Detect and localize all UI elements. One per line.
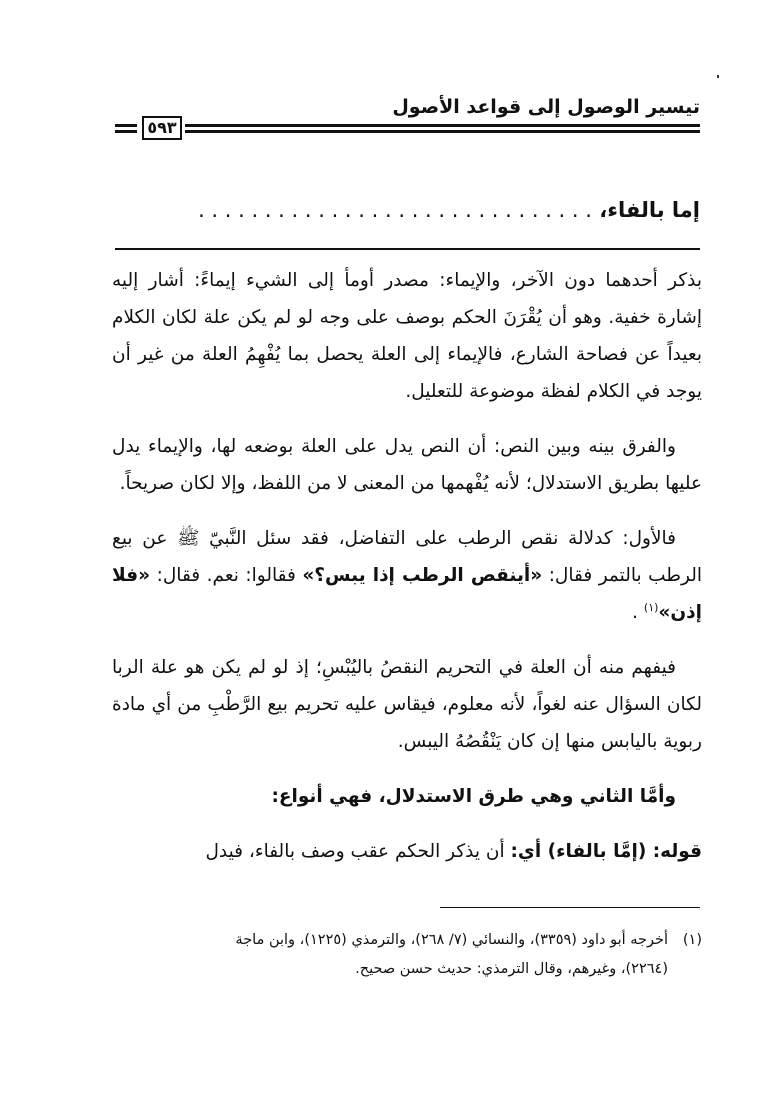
footnote-mark: (١): [682, 932, 702, 948]
footnotes: [112, 926, 702, 984]
running-header: [115, 96, 700, 142]
page-number: ٥٩٣: [142, 116, 182, 140]
scan-speck: [717, 75, 719, 78]
book-title: تيسير الوصول إلى قواعد الأصول: [392, 96, 700, 118]
header-rule-left: [115, 124, 137, 133]
paragraph-qawluh: [112, 833, 702, 870]
paragraph-difference: والفرق بينه وبين النص: أن النص يدل على العلة بوضعه لها، والإيماء يدل عليها بطريق الاستدلال؛ لأنه يُفْهمها من المعنى لا من اللفظ، وإلا لكان صريحاً.: [112, 436, 702, 494]
hadith-quote-answer: «فلا إذن»: [112, 565, 702, 623]
footnote-1-continued: (٢٢٦٤)، وغيرهم، وقال الترمذي: حديث حسن صحيح.: [355, 961, 668, 977]
commentary-body: [112, 262, 702, 888]
footnote-separator: [440, 907, 700, 908]
qawluh-lead: قوله: (إمَّا بالفاء) أي:: [510, 841, 702, 862]
first-example-end: .: [632, 602, 644, 623]
footnote-reference[interactable]: (١): [643, 600, 659, 614]
matn-text: إما بالفاء،: [599, 198, 700, 222]
paragraph-ima-definition: بذكر أحدهما دون الآخر، والإيماء: مصدر أومأ إلى الشيء إيماءً: أشار إليه إشارة خفية. وهو أن يُقْرَنَ الحكم بوصف على وجه لو لم يكن علة لكان الكلام بعيداً عن فصاحة الشارع، فالإيماء إلى العلة يحصل بما يُفْهِمُ العلة من غير أن يوجد في الكلام لفظة موضوعة للتعليل.: [112, 270, 702, 402]
matn-dots: . . . . . . . . . . . . . . . . . . . . . . . . . . . . . .: [198, 198, 592, 222]
matn-line: [115, 198, 700, 238]
matn-rule: [115, 248, 700, 250]
first-example-continued: فقالوا: نعم. فقال:: [150, 565, 303, 586]
header-rule: [185, 124, 700, 133]
footnote-text-line1: أخرجه أبو داود (٣٣٥٩)، والنسائي (٧/ ٢٦٨)، والترمذي (١٢٢٥)، وابن ماجة: [235, 932, 668, 948]
qawluh-rest: أن يذكر الحكم عقب وصف بالفاء، فيدل: [205, 841, 511, 862]
paragraph-inference: فيفهم منه أن العلة في التحريم النقصُ باليُبْسِ؛ إذ لو لم يكن هو علة الربا لكان السؤال عنه لغواً، لأنه معلوم، فيقاس عليه تحريم بيع الرَّطْبِ من أي مادة ربوية باليابس منها إن كان يَنْقُصُهُ اليبس.: [112, 657, 702, 752]
hadith-quote-question: «أينقص الرطب إذا يبس؟»: [302, 565, 543, 586]
first-example-text: فالأول: كدلالة نقص الرطب على التفاضل، فقد سئل النَّبيّ ﷺ عن بيع الرطب بالتمر فقال:: [112, 528, 702, 586]
paragraph-first-example: [112, 520, 702, 631]
section-heading-second: وأمَّا الثاني وهي طرق الاستدلال، فهي أنواع:: [271, 786, 676, 807]
footnote-1: [112, 926, 702, 955]
